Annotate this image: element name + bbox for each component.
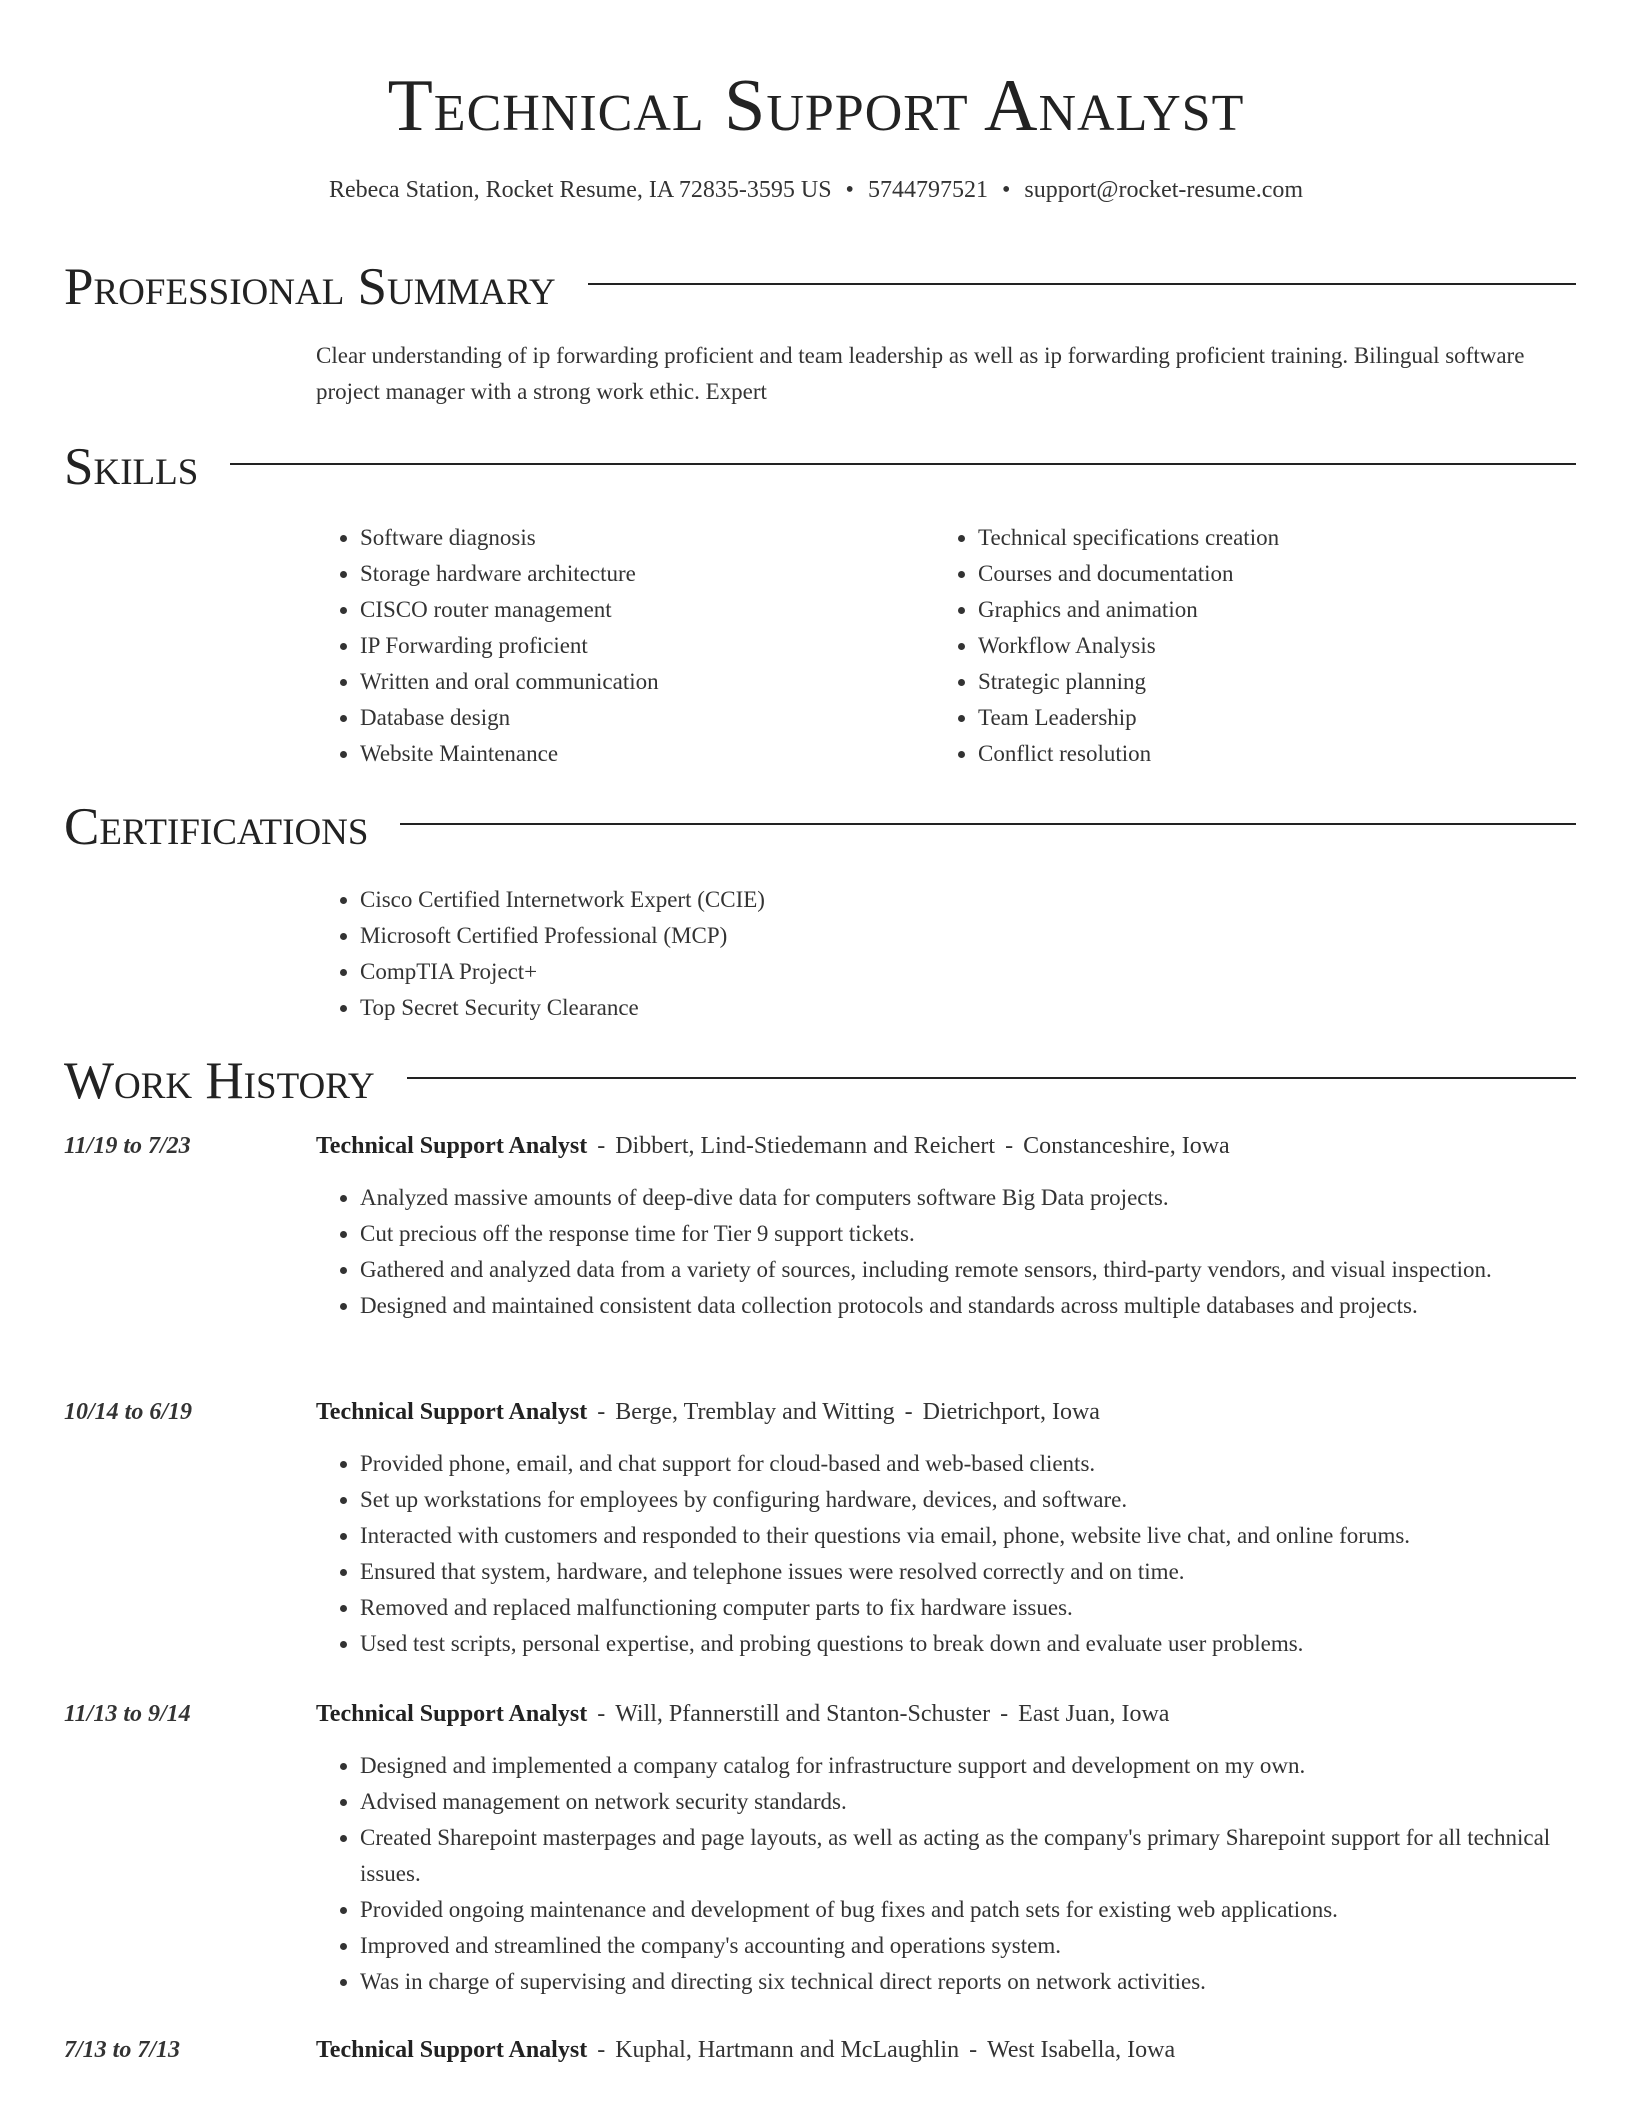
section-title: Professional Summary: [64, 258, 556, 316]
duty-item: • Used test scripts, personal expertise, and probing questions to break down and evaluate user problems.: [360, 1626, 1576, 1662]
list-item: • Team Leadership: [978, 700, 1574, 736]
list-item: • Software diagnosis: [360, 520, 916, 556]
contact-line: [0, 174, 1632, 206]
job-company: Dibbert, Lind-Stiedemann and Reichert: [615, 1133, 996, 1159]
job-duties: [316, 1180, 1576, 1324]
duty-item: • Improved and streamlined the company's accounting and operations system.: [360, 1928, 1576, 1964]
duty-item: • Advised management on network security standards.: [360, 1784, 1576, 1820]
heading-dash: -: [591, 1701, 612, 1727]
list-item: • Conflict resolution: [978, 736, 1574, 772]
duties-list: [316, 1180, 1576, 1324]
contact-address: Rebeca Station, Rocket Resume, IA 72835-3595 US: [328, 177, 832, 203]
contact-email[interactable]: support@rocket-resume.com: [1024, 177, 1304, 203]
heading-dash: -: [591, 1133, 612, 1159]
list-item: • Top Secret Security Clearance: [360, 990, 1216, 1026]
list-item: • Strategic planning: [978, 664, 1574, 700]
section-title: Work History: [64, 1052, 375, 1110]
section-divider: [588, 283, 1576, 285]
list-item: • CompTIA Project+: [360, 954, 1216, 990]
job-heading: [316, 2032, 1576, 2068]
section-heading-summary: [64, 252, 1576, 322]
list-item: • Website Maintenance: [360, 736, 916, 772]
list-item: • IP Forwarding proficient: [360, 628, 916, 664]
job-heading: [316, 1128, 1576, 1164]
job-location: Dietrichport, Iowa: [922, 1399, 1100, 1425]
duty-item: • Analyzed massive amounts of deep-dive data for computers software Big Data projects.: [360, 1180, 1576, 1216]
contact-phone[interactable]: 5744797521: [867, 177, 988, 203]
duty-item: • Ensured that system, hardware, and telephone issues were resolved correctly and on time.: [360, 1554, 1576, 1590]
job-dates: 11/19 to 7/23: [64, 1133, 191, 1159]
heading-dash: -: [994, 1701, 1015, 1727]
job-title: Technical Support Analyst: [316, 1133, 588, 1159]
certifications-list: [316, 882, 1216, 1026]
job-company: Kuphal, Hartmann and McLaughlin: [615, 2037, 960, 2063]
duties-list: [316, 1446, 1576, 1662]
job-location: West Isabella, Iowa: [987, 2037, 1176, 2063]
section-divider: [400, 823, 1576, 825]
duty-item: • Interacted with customers and responded to their questions via email, phone, website live chat, and online forums.: [360, 1518, 1576, 1554]
job-heading: [316, 1394, 1576, 1430]
list-item: • CISCO router management: [360, 592, 916, 628]
duty-item: • Designed and implemented a company catalog for infrastructure support and development on my own.: [360, 1748, 1576, 1784]
resume-name-title: Technical Support Analyst: [387, 65, 1245, 147]
job-duties: [316, 1446, 1576, 1662]
section-title: Certifications: [64, 798, 369, 856]
section-heading-skills: [64, 432, 1576, 502]
job-company: Will, Pfannerstill and Stanton-Schuster: [615, 1701, 991, 1727]
job-title: Technical Support Analyst: [316, 1701, 588, 1727]
heading-dash: -: [999, 1133, 1020, 1159]
list-item: • Workflow Analysis: [978, 628, 1574, 664]
duty-item: • Removed and replaced malfunctioning computer parts to fix hardware issues.: [360, 1590, 1576, 1626]
section-divider: [230, 463, 1576, 465]
job-dates: 7/13 to 7/13: [64, 2037, 181, 2063]
job-dates: 11/13 to 9/14: [64, 1701, 191, 1727]
duty-item: • Set up workstations for employees by configuring hardware, devices, and software.: [360, 1482, 1576, 1518]
job-title: Technical Support Analyst: [316, 1399, 588, 1425]
section-heading-work-history: [64, 1046, 1576, 1116]
duty-item: • Gathered and analyzed data from a variety of sources, including remote sensors, third-party vendors, and visual inspection.: [360, 1252, 1576, 1288]
certifications: [316, 882, 1216, 1026]
contact-separator: •: [1001, 177, 1011, 203]
list-item: • Technical specifications creation: [978, 520, 1574, 556]
skills-list-left: [316, 520, 916, 772]
duties-list: [316, 1748, 1576, 2000]
section-title: Skills: [64, 438, 199, 496]
heading-dash: -: [963, 2037, 984, 2063]
job-title: Technical Support Analyst: [316, 2037, 588, 2063]
job-heading: [316, 1696, 1576, 1732]
list-item: • Written and oral communication: [360, 664, 916, 700]
summary-text: Clear understanding of ip forwarding proficient and team leadership as well as ip forwarding proficient training. Bilingual software project manager with a strong work ethic. Expert: [316, 343, 1525, 404]
section-heading-certifications: [64, 792, 1576, 862]
duty-item: • Provided phone, email, and chat support for cloud-based and web-based clients.: [360, 1446, 1576, 1482]
duty-item: • Created Sharepoint masterpages and page layouts, as well as acting as the company's primary Sharepoint support for all technical issues.: [360, 1820, 1576, 1892]
list-item: • Database design: [360, 700, 916, 736]
list-item: • Courses and documentation: [978, 556, 1574, 592]
skills-column-left: [316, 520, 916, 772]
list-item: • Microsoft Certified Professional (MCP): [360, 918, 1216, 954]
job-company: Berge, Tremblay and Witting: [615, 1399, 895, 1425]
job-location: East Juan, Iowa: [1018, 1701, 1170, 1727]
heading-dash: -: [898, 1399, 919, 1425]
heading-dash: -: [591, 2037, 612, 2063]
job-location: Constanceshire, Iowa: [1023, 1133, 1230, 1159]
duty-item: • Designed and maintained consistent data collection protocols and standards across multiple databases and projects.: [360, 1288, 1576, 1324]
contact-separator: •: [845, 177, 854, 203]
skills-column-right: [934, 520, 1574, 772]
list-item: • Graphics and animation: [978, 592, 1574, 628]
duty-item: • Provided ongoing maintenance and development of bug fixes and patch sets for existing web applications.: [360, 1892, 1576, 1928]
duty-item: • Was in charge of supervising and directing six technical direct reports on network activities.: [360, 1964, 1576, 2000]
list-item: • Cisco Certified Internetwork Expert (CCIE): [360, 882, 1216, 918]
job-duties: [316, 1748, 1576, 2000]
job-dates: 10/14 to 6/19: [64, 1399, 193, 1425]
duty-item: • Cut precious off the response time for Tier 9 support tickets.: [360, 1216, 1576, 1252]
skills-list-right: [934, 520, 1574, 772]
heading-dash: -: [591, 1399, 612, 1425]
list-item: • Storage hardware architecture: [360, 556, 916, 592]
section-divider: [407, 1077, 1576, 1079]
